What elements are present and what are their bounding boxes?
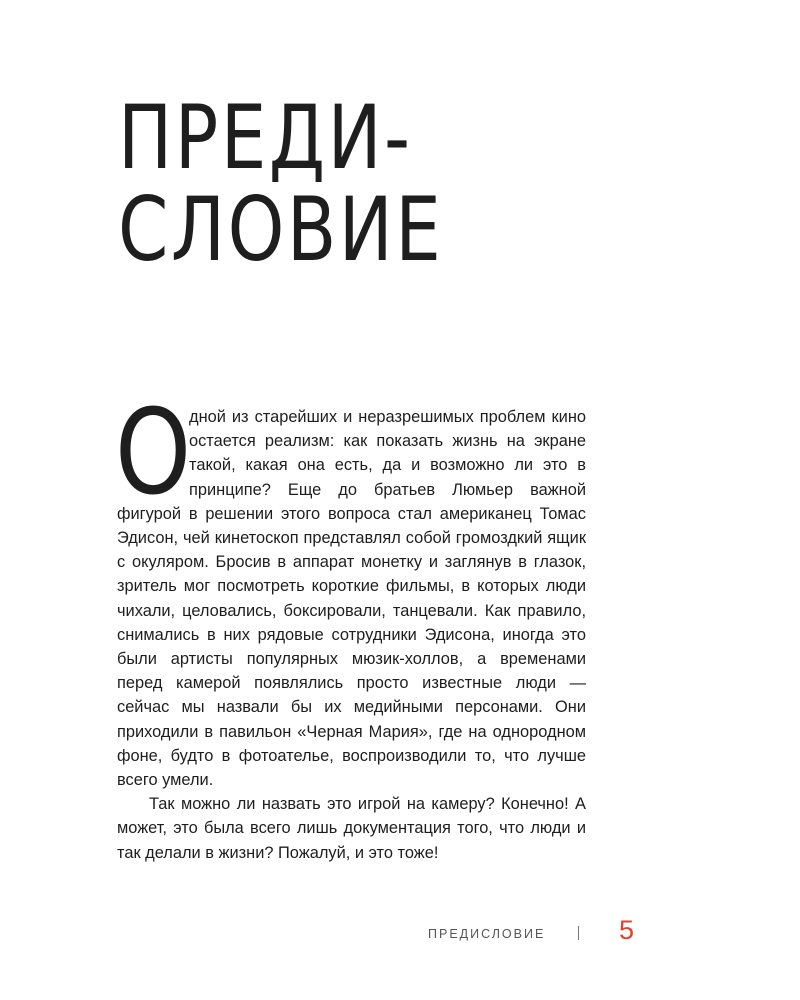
paragraph-2: Так можно ли назвать это игрой на камеру? Конечно! А может, это была всего лишь документация того, что люди и так делали в жизни? Пожалуй, и это тоже! xyxy=(117,795,586,862)
page-footer xyxy=(0,910,800,950)
title-line-1: ПРЕДИ- xyxy=(118,86,413,189)
drop-cap: О xyxy=(115,383,192,521)
page-number: 5 xyxy=(619,915,635,945)
running-head: ПРЕДИСЛОВИЕ xyxy=(428,927,546,941)
footer-separator xyxy=(578,926,579,940)
paragraph-1 xyxy=(115,383,586,792)
page-title xyxy=(118,86,444,281)
body-text xyxy=(115,383,586,865)
title-line-2: СЛОВИЕ xyxy=(118,178,444,281)
paragraph-1-text: дной из старейших и неразрешимых проблем кино остается реализм: как показать жизнь на экране такой, какая она есть, да и возможно ли это в принципе? Еще до братьев Люмьер важной фигурой в решении этого вопроса стал американец Томас Эдисон, чей кинетоскоп представлял собой громоздкий ящик с окуляром. Бросив в аппарат монетку и заглянув в глазок, зритель мог посмотреть короткие фильмы, в которых люди чихали, целовались, боксировали, танцевали. Как правило, снимались в них рядовые сотрудники Эдисона, иногда это были артисты популярных мюзик-холлов, а временами перед камерой появлялись просто известные люди — сейчас мы назвали бы их медийными персонами. Они приходили в павильон «Черная Мария», где на однородном фоне, будто в фотоателье, воспроизводили то, что лучше всего умели. xyxy=(117,408,586,790)
